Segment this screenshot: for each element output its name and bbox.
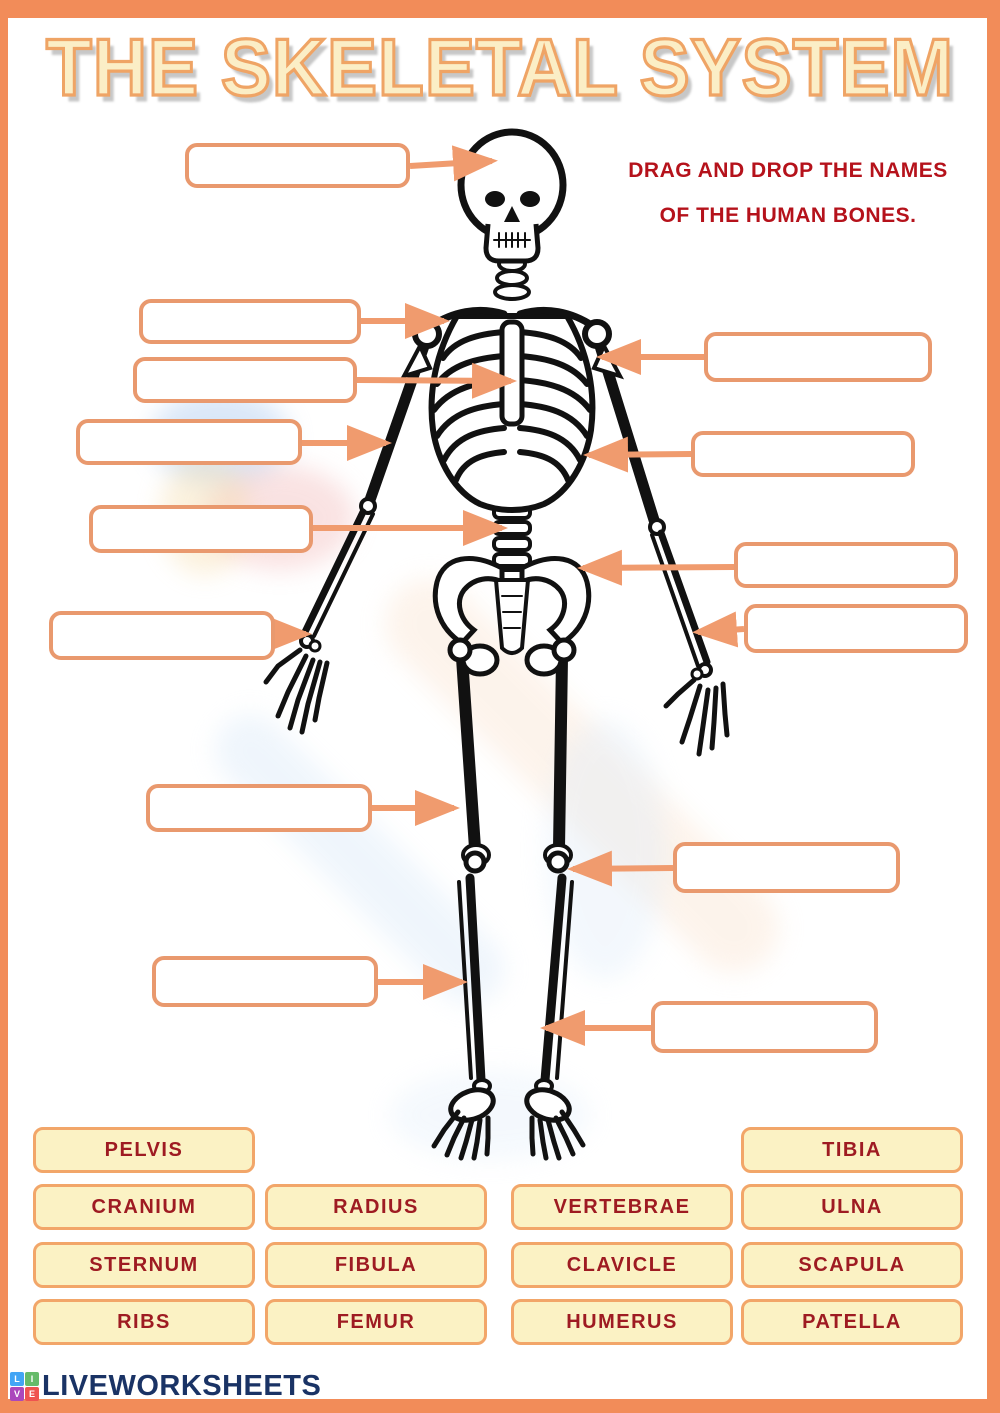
word-tile-clavicle[interactable]: CLAVICLE — [511, 1242, 733, 1288]
drop-box-humerus[interactable] — [76, 419, 302, 465]
drop-box-ribs[interactable] — [691, 431, 915, 477]
footer — [10, 1370, 321, 1403]
logo-square-v: V — [10, 1387, 24, 1401]
word-tile-vertebrae[interactable]: VERTEBRAE — [511, 1184, 733, 1230]
drop-box-scapula[interactable] — [704, 332, 932, 382]
word-tile-humerus[interactable]: HUMERUS — [511, 1299, 733, 1345]
drop-box-patella[interactable] — [673, 842, 900, 893]
drop-box-vertebrae[interactable] — [89, 505, 313, 553]
word-tile-ribs[interactable]: RIBS — [33, 1299, 255, 1345]
drop-box-tibia[interactable] — [651, 1001, 878, 1053]
watermark-blob — [390, 1070, 590, 1160]
drop-box-ulna[interactable] — [744, 604, 968, 653]
instruction-line-1: DRAG AND DROP THE NAMES — [628, 159, 948, 182]
instruction-line-2: OF THE HUMAN BONES. — [659, 204, 917, 227]
instructions — [612, 148, 964, 238]
word-tile-tibia[interactable]: TIBIA — [741, 1127, 963, 1173]
page-frame-right — [987, 0, 1000, 1413]
drop-box-pelvis[interactable] — [734, 542, 958, 588]
word-tile-patella[interactable]: PATELLA — [741, 1299, 963, 1345]
page-frame-top — [0, 0, 1000, 18]
drop-box-fibula[interactable] — [152, 956, 378, 1007]
logo-square-e: E — [25, 1387, 39, 1401]
liveworksheets-logo-icon — [10, 1372, 39, 1401]
brand-name: LIVEWORKSHEETS — [42, 1370, 322, 1402]
logo-square-i: I — [25, 1372, 39, 1386]
word-tile-ulna[interactable]: ULNA — [741, 1184, 963, 1230]
word-tile-femur[interactable]: FEMUR — [265, 1299, 487, 1345]
watermark-blob — [545, 720, 665, 980]
drop-box-cranium[interactable] — [185, 143, 410, 188]
logo-square-l: L — [10, 1372, 24, 1386]
word-tile-scapula[interactable]: SCAPULA — [741, 1242, 963, 1288]
drop-box-clavicle[interactable] — [139, 299, 361, 344]
page-title: THE SKELETAL SYSTEM — [46, 21, 954, 113]
word-tile-cranium[interactable]: CRANIUM — [33, 1184, 255, 1230]
drop-box-radius[interactable] — [49, 611, 275, 660]
watermark-blob — [366, 560, 797, 991]
drop-box-femur[interactable] — [146, 784, 372, 832]
word-tile-pelvis[interactable]: PELVIS — [33, 1127, 255, 1173]
word-tile-sternum[interactable]: STERNUM — [33, 1242, 255, 1288]
word-tile-fibula[interactable]: FIBULA — [265, 1242, 487, 1288]
page-frame-left — [0, 0, 8, 1413]
word-tile-radius[interactable]: RADIUS — [265, 1184, 487, 1230]
drop-box-sternum[interactable] — [133, 357, 357, 403]
